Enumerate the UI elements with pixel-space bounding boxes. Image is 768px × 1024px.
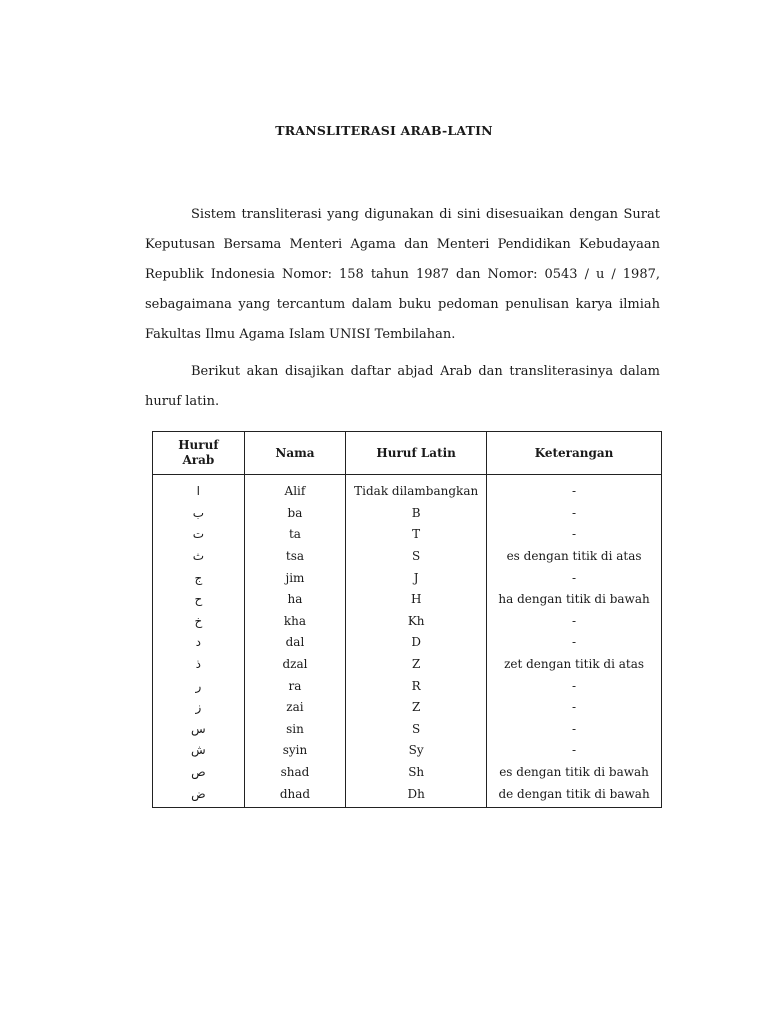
table-header-row	[153, 432, 662, 475]
page-title: TRANSLITERASI ARAB-LATIN	[275, 123, 493, 138]
latin-letter-cell: Kh	[346, 611, 487, 633]
letter-note-cell: de dengan titik di bawah	[487, 783, 662, 807]
letter-name-cell: dal	[244, 632, 346, 654]
latin-letter-cell: D	[346, 632, 487, 654]
letter-name-cell: ta	[244, 524, 346, 546]
table-row	[153, 740, 662, 762]
arabic-letter-cell: ا	[153, 475, 245, 503]
letter-note-cell: -	[487, 475, 662, 503]
letter-name-cell: tsa	[244, 546, 346, 568]
arabic-letter-cell: د	[153, 632, 245, 654]
letter-name-cell: shad	[244, 762, 346, 784]
table-row	[153, 762, 662, 784]
header-huruf-arab-label: Huruf Arab	[178, 438, 219, 467]
table-row	[153, 589, 662, 611]
table-row	[153, 524, 662, 546]
header-keterangan: Keterangan	[487, 432, 662, 475]
header-huruf-latin: Huruf Latin	[346, 432, 487, 475]
latin-letter-cell: S	[346, 546, 487, 568]
table-row	[153, 503, 662, 525]
latin-letter-cell: B	[346, 503, 487, 525]
letter-note-cell: zet dengan titik di atas	[487, 654, 662, 676]
arabic-letter-cell: ب	[153, 503, 245, 525]
letter-name-cell: kha	[244, 611, 346, 633]
table-row	[153, 611, 662, 633]
letter-note-cell: -	[487, 611, 662, 633]
table-row	[153, 783, 662, 807]
table-row	[153, 697, 662, 719]
arabic-letter-cell: ث	[153, 546, 245, 568]
letter-note-cell: ha dengan titik di bawah	[487, 589, 662, 611]
latin-letter-cell: J	[346, 567, 487, 589]
table-row	[153, 719, 662, 741]
latin-letter-cell: R	[346, 675, 487, 697]
arabic-letter-cell: ذ	[153, 654, 245, 676]
latin-letter-cell: Dh	[346, 783, 487, 807]
letter-note-cell: -	[487, 675, 662, 697]
letter-note-cell: -	[487, 524, 662, 546]
latin-letter-cell: H	[346, 589, 487, 611]
letter-name-cell: jim	[244, 567, 346, 589]
letter-note-cell: -	[487, 697, 662, 719]
letter-note-cell: es dengan titik di atas	[487, 546, 662, 568]
latin-letter-cell: Z	[346, 697, 487, 719]
letter-name-cell: dhad	[244, 783, 346, 807]
letter-name-cell: syin	[244, 740, 346, 762]
latin-letter-cell: Z	[346, 654, 487, 676]
header-nama: Nama	[244, 432, 346, 475]
table-row	[153, 475, 662, 503]
letter-name-cell: ba	[244, 503, 346, 525]
intro-paragraph	[145, 200, 660, 350]
transliteration-table	[152, 431, 662, 808]
table-intro-paragraph	[145, 357, 660, 417]
latin-letter-cell: Tidak dilambangkan	[346, 475, 487, 503]
letter-note-cell: -	[487, 567, 662, 589]
table-row	[153, 675, 662, 697]
arabic-letter-cell: ت	[153, 524, 245, 546]
latin-letter-cell: Sh	[346, 762, 487, 784]
letter-note-cell: -	[487, 740, 662, 762]
letter-name-cell: ra	[244, 675, 346, 697]
latin-letter-cell: S	[346, 719, 487, 741]
letter-note-cell: es dengan titik di bawah	[487, 762, 662, 784]
header-huruf-arab	[153, 432, 245, 475]
letter-name-cell: zai	[244, 697, 346, 719]
letter-note-cell: -	[487, 503, 662, 525]
latin-letter-cell: T	[346, 524, 487, 546]
table-intro-paragraph-text: Berikut akan disajikan daftar abjad Arab dan transliterasinya dalam huruf latin.	[145, 364, 660, 409]
table-body	[153, 475, 662, 808]
letter-note-cell: -	[487, 719, 662, 741]
arabic-letter-cell: س	[153, 719, 245, 741]
arabic-letter-cell: ج	[153, 567, 245, 589]
arabic-letter-cell: ش	[153, 740, 245, 762]
letter-name-cell: Alif	[244, 475, 346, 503]
arabic-letter-cell: ح	[153, 589, 245, 611]
table-row	[153, 546, 662, 568]
intro-paragraph-text: Sistem transliterasi yang digunakan di sini disesuaikan dengan Surat Keputusan Bersama Menteri Agama dan Menteri Pendidikan Kebudayaan Republik Indonesia Nomor: 158 tahun 1987 dan Nomor: 0543 / u / 1987, sebagaimana yang tercantum dalam buku pedoman penulisan karya ilmiah Fakultas Ilmu Agama Islam UNISI Tembilahan.	[145, 207, 660, 342]
arabic-letter-cell: ر	[153, 675, 245, 697]
table-row	[153, 632, 662, 654]
letter-note-cell: -	[487, 632, 662, 654]
arabic-letter-cell: ض	[153, 783, 245, 807]
table-row	[153, 567, 662, 589]
letter-name-cell: sin	[244, 719, 346, 741]
letter-name-cell: ha	[244, 589, 346, 611]
arabic-letter-cell: خ	[153, 611, 245, 633]
table-row	[153, 654, 662, 676]
letter-name-cell: dzal	[244, 654, 346, 676]
latin-letter-cell: Sy	[346, 740, 487, 762]
arabic-letter-cell: ز	[153, 697, 245, 719]
arabic-letter-cell: ص	[153, 762, 245, 784]
